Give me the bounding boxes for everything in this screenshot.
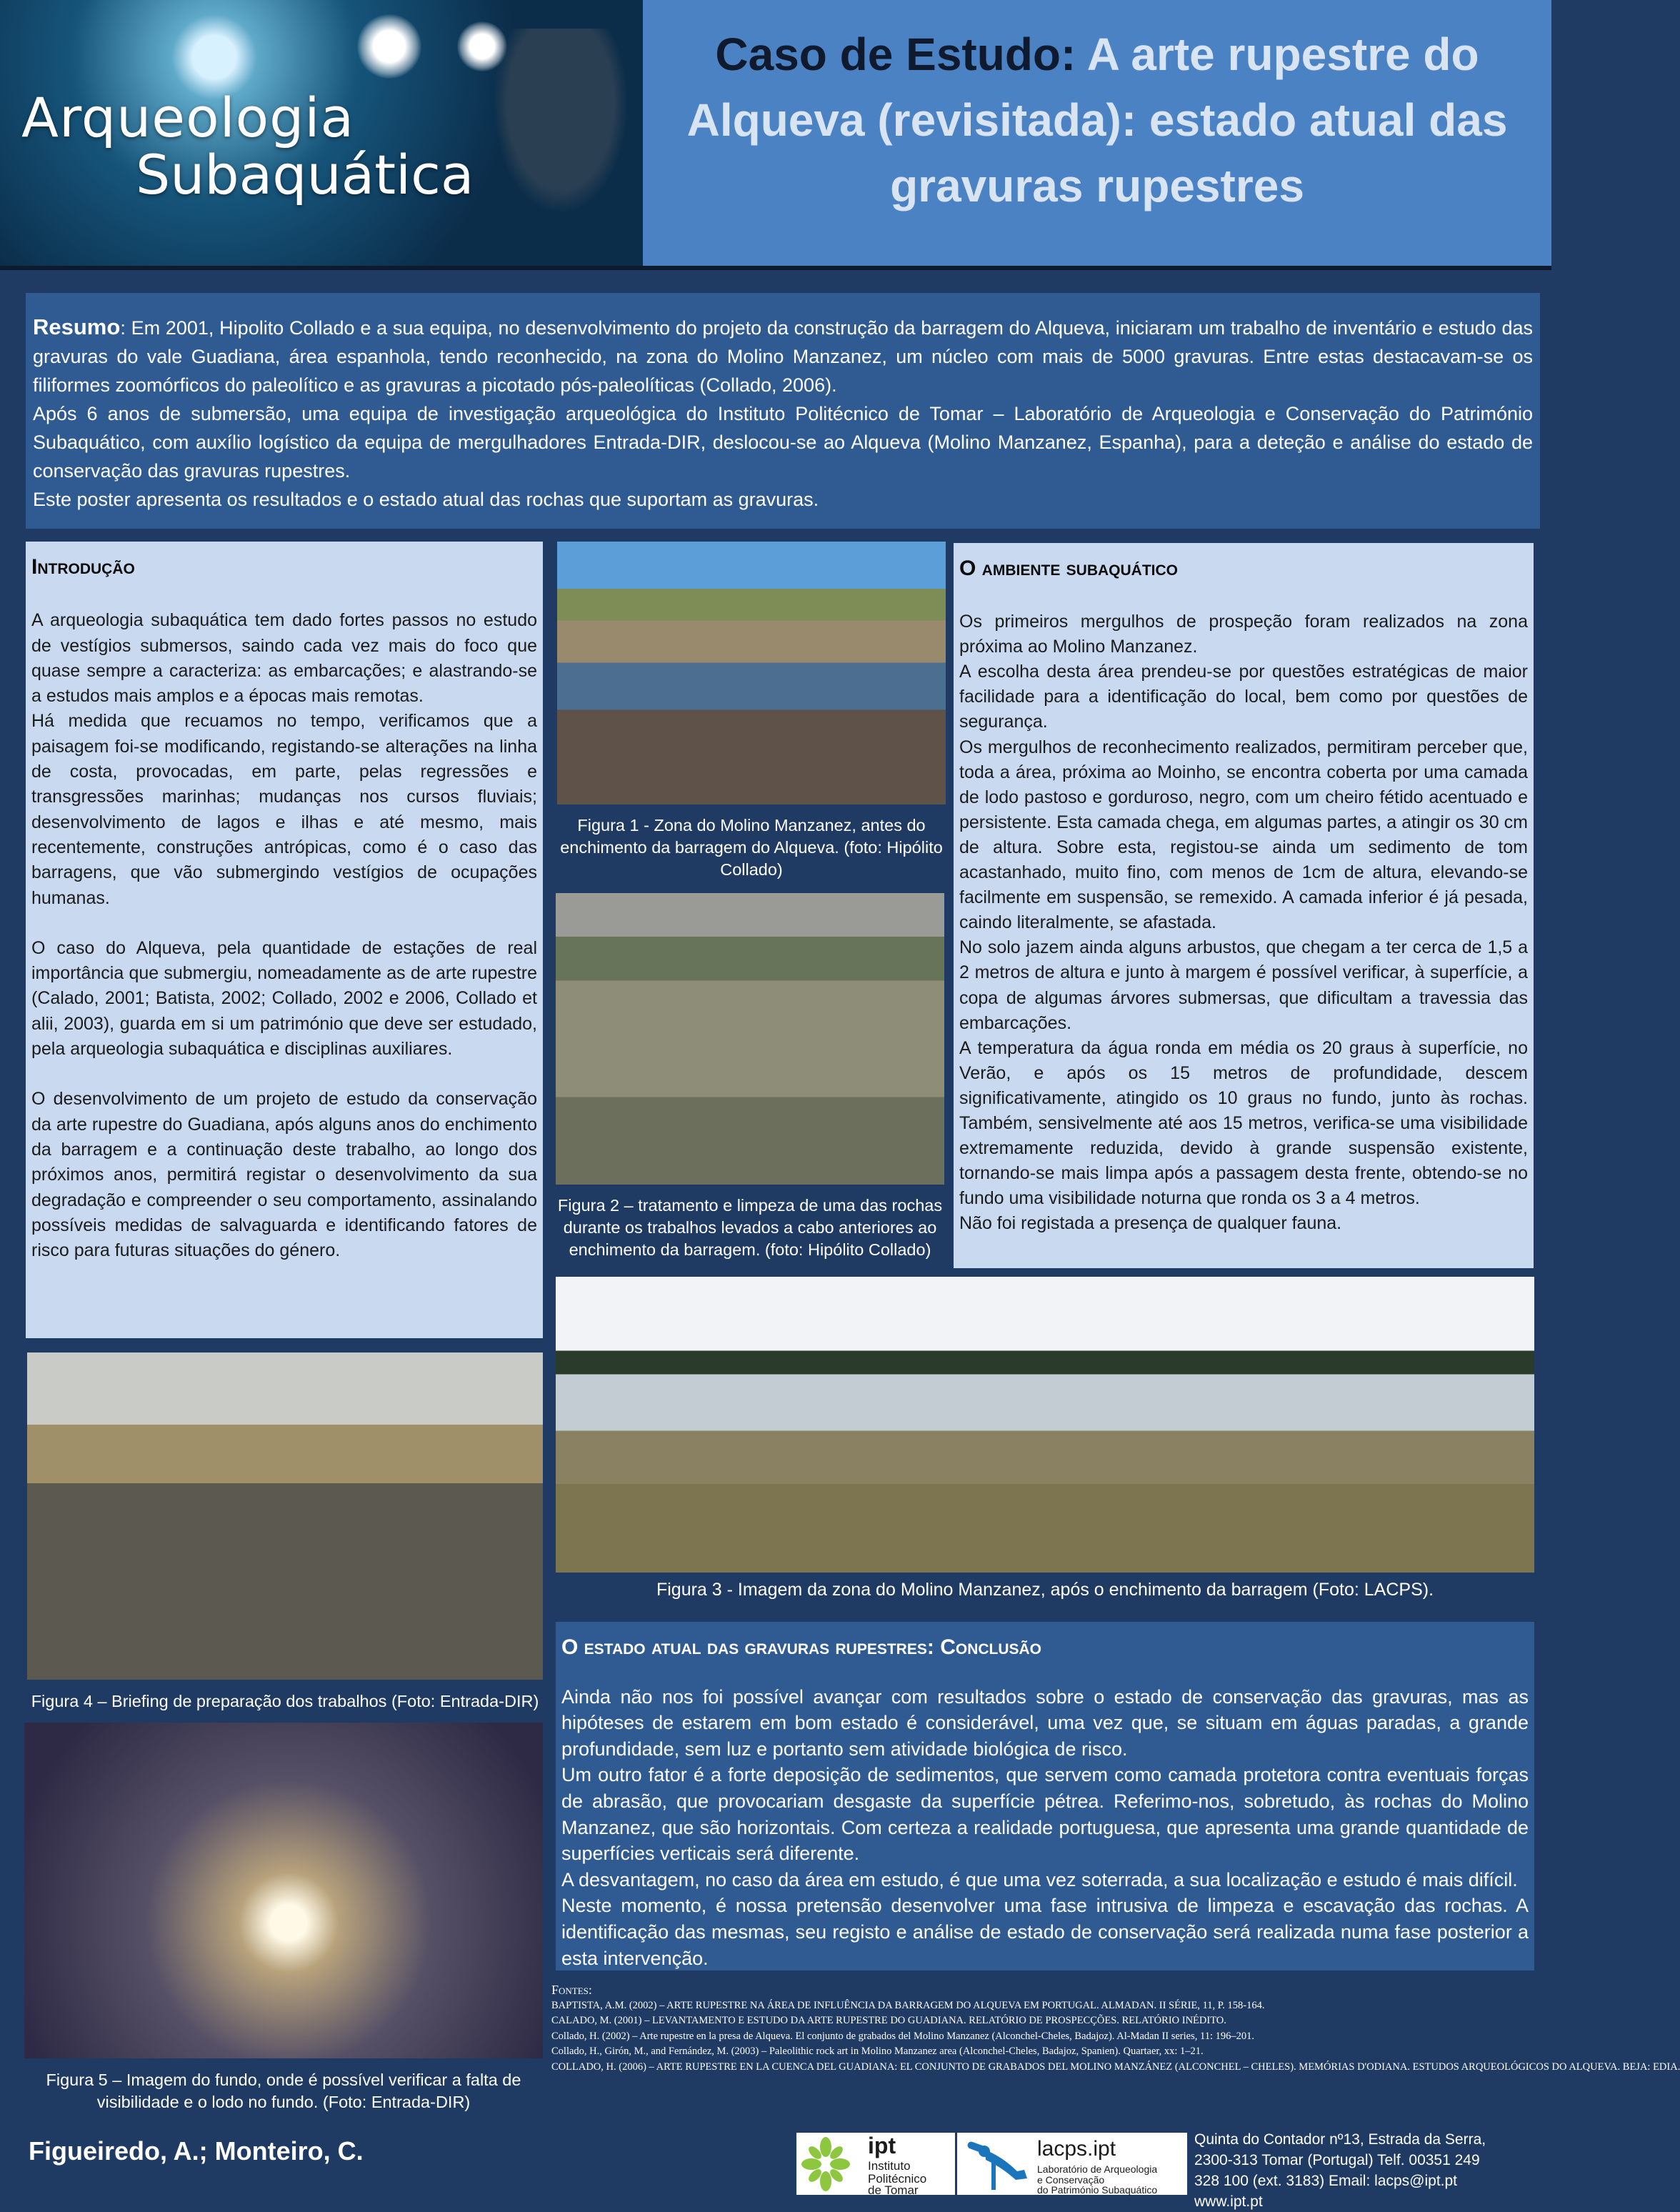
poster-title [679, 21, 1516, 219]
contact-line2: 2300-313 Tomar (Portugal) Telf. 00351 249 [1194, 2152, 1480, 2168]
lacps-name: lacps.ipt [1037, 2137, 1116, 2161]
ipt-line3: de Tomar [868, 2183, 919, 2197]
intro-p2: Há medida que recuamos no tempo, verificamos que a paisagem foi-se modificando, registando-se alterações na linha de costa, provocadas, em parte, pelas regressões e transgressões marinhas; mudanças nos cursos fluviais; desenvolvimento de lagos e ilhas e até mesmo, mais recentemente, construções antrópicas, como é o caso das barragens, que vão submergindo vestígios de ocupações humanas. [31, 711, 537, 908]
figure-5-caption: Figura 5 – Imagem do fundo, onde é possível verificar a falta de visibilidade e o lodo no fundo. (Foto: Entrada-DIR) [46, 2071, 521, 2111]
summary-p1: : Em 2001, Hipolito Collado e a sua equipa, no desenvolvimento do projeto da construção da barragem do Alqueva, iniciaram um trabalho de inventário e estudo das gravuras do vale Guadiana, área espanhola, tendo reconhecido, na zona do Molino Manzanez, um núcleo com mais de 5000 gravuras. Entre estas destacavam-se os filiformes zoomórficos do paleolítico e as gravuras a picotado pós-paleolíticas (Collado, 2006). [33, 317, 1533, 396]
ipt-flower-icon [801, 2136, 851, 2193]
environment-p1: Os primeiros mergulhos de prospeção foram realizados na zona próxima ao Molino Manzanez. [959, 612, 1528, 657]
figure-4-caption: Figura 4 – Briefing de preparação dos trabalhos (Foto: Entrada-DIR) [31, 1692, 539, 1710]
contact-info [1194, 2129, 1544, 2210]
contact-website[interactable]: www.ipt.pt [1194, 2193, 1263, 2210]
sources-heading: Fontes: [551, 1983, 592, 1997]
figure-1-photo [557, 542, 946, 804]
environment-p5: A temperatura da água ronda em média os 20 graus à superfície, no Verão, e após os 15 metros de profundidade, descem significativamente, atingido os 10 graus no fundo, junto às rochas. Também, sensivelmente até aos 15 metros, verifica-se uma visibilidade extremamente reduzida, devido à grande suspensão existente, tornando-se mais limpa após a passagem desta frente, obtendo-se no fundo uma visibilidade noturna que ronda os 3 a 4 metros. [959, 1037, 1528, 1209]
ipt-line1: Instituto [868, 2159, 911, 2173]
conclusion-panel [556, 1622, 1534, 1971]
source-ref: COLLADO, H. (2006) – ARTE RUPESTRE EN LA CUENCA DEL GUADIANA: EL CONJUNTO DE GRABADOS DEL MOLINO MANZÁNEZ (ALCONCHEL – CHELES). MEMÓRIAS D'ODIANA. ESTUDOS ARQUEOLÓGICOS DO ALQUEVA. BEJA: EDIA. [551, 2061, 1680, 2073]
lacps-logo [957, 2133, 1187, 2195]
environment-p3: Os mergulhos de reconhecimento realizados, permitiram perceber que, toda a área, próxima ao Moinho, se encontra coberta por uma camada de lodo pastoso e gorduroso, negro, com um cheiro fétido acentuado e persistente. Esta camada chega, em algumas partes, a atingir os 30 cm de altura. Sobre esta, registou-se ainda um sedimento de tom acastanhado, muito fino, com menos de 1cm de altura, elevando-se facilmente em suspensão, se remexido. A camada inferior é já pesada, caindo literalmente, se afastada. [959, 737, 1528, 933]
intro-p1: A arqueologia subaquática tem dado fortes passos no estudo de vestígios submersos, saindo cada vez mais do foco que quase sempre a caracteriza: as embarcações; e alastrando-se a estudos mais amplos e a épocas mais remotas. [31, 610, 537, 707]
summary-label: Resumo [33, 314, 121, 339]
figure-4-photo [27, 1352, 543, 1680]
intro-p3: O caso do Alqueva, pela quantidade de estações de real importância que submergiu, nomeadamente as de arte rupestre (Calado, 2001; Batista, 2002; Collado, 2002 e 2006, Collado et alii, 2003), guarda em si um património que deve ser estudado, pela arqueologia subaquática e disciplinas auxiliares. [31, 937, 537, 1060]
environment-p6: Não foi registada a presença de qualquer fauna. [959, 1213, 1342, 1234]
environment-p4: No solo jazem ainda alguns arbustos, que chegam a ter cerca de 1,5 a 2 metros de altura e junto à margem é possível verificar, à superfície, a copa de algumas árvores submersas, que dificultam a travessia das embarcações. [959, 937, 1528, 1033]
source-ref: Collado, H., Girón, M., and Fernández, M. (2003) – Paleolithic rock art in Molino Manzanez area (Alconchel-Cheles, Badajoz, Spanien). Quartaer, xx: 1–21. [551, 2046, 1204, 2057]
conclusion-p2: Um outro fator é a forte deposição de sedimentos, que servem como camada protetora contra eventuais forças de abrasão, que provocariam desgaste da superfície pétrea. Referimo-nos, sobretudo, às rochas do Molino Manzanez, que são horizontais. Com certeza a realidade portuguesa, que apresenta uma grande quantidade de superfícies verticais será diferente. [561, 1764, 1529, 1865]
intro-p4: O desenvolvimento de um projeto de estudo da conservação da arte rupestre do Guadiana, após alguns anos do enchimento da barragem e a continuação deste trabalho, ao longo dos próximos anos, permitirá registar o desenvolvimento da sua degradação e compreender o seu comportamento, assinalando possíveis medidas de salvaguarda e identificando fatores de risco para futuras situações do género. [31, 1089, 537, 1261]
diver-icon [960, 2136, 1031, 2193]
source-ref: Collado, H. (2002) – Arte rupestre en la presa de Alqueva. El conjunto de grabados del Molino Manzanez (Alconchel-Cheles, Badajoz). Al-Madan II series, 11: 196–201. [551, 2030, 1254, 2042]
figure-3-caption: Figura 3 - Imagem da zona do Molino Manzanez, após o enchimento da barragem (Foto: LACPS). [656, 1580, 1434, 1600]
brand-line1: Arqueologia [21, 86, 355, 149]
intro-panel [26, 542, 543, 1338]
authors: Figueiredo, A.; Monteiro, C. [29, 2136, 364, 2166]
conclusion-p1: Ainda não nos foi possível avançar com resultados sobre o estado de conservação das gravuras, mas as hipóteses de estarem em bom estado é considerável, uma vez que, se situam em águas paradas, a grande profundidade, sem luz e portanto sem atividade biológica de risco. [561, 1685, 1529, 1760]
figure-1-caption: Figura 1 - Zona do Molino Manzanez, antes do enchimento da barragem do Alqueva. (foto: Hipólito Collado) [560, 816, 943, 879]
conclusion-p3: A desvantagem, no caso da área em estudo, é que uma vez soterrada, a sua localização e estudo é mais difícil. [561, 1868, 1518, 1890]
environment-heading: O ambiente subaquático [959, 557, 1179, 580]
ipt-logo [796, 2133, 955, 2195]
figure-2-photo [556, 893, 944, 1185]
contact-line1: Quinta do Contador nº13, Estrada da Serra, [1194, 2131, 1486, 2148]
figure-3-photo [556, 1277, 1534, 1573]
lacps-line2: e Conservação [1037, 2174, 1105, 2186]
environment-p2: A escolha desta área prendeu-se por questões estratégicas de maior facilidade para a identificação do local, bem como por questões de segurança. [959, 662, 1528, 732]
source-ref: CALADO, M. (2001) – LEVANTAMENTO E ESTUDO DA ARTE RUPESTRE DO GUADIANA. RELATÓRIO DE PROSPECÇÕES. RELATÓRIO INÉDITO. [551, 2015, 1226, 2026]
environment-panel [954, 543, 1534, 1268]
summary-p3: Este poster apresenta os resultados e o estado atual das rochas que suportam as gravuras. [33, 489, 819, 510]
source-ref: BAPTISTA, A.M. (2002) – ARTE RUPESTRE NA ÁREA DE INFLUÊNCIA DA BARRAGEM DO ALQUEVA EM PORTUGAL. ALMADAN. II SÉRIE, 11, P. 158-164. [551, 1999, 1265, 2011]
intro-heading: Introdução [31, 555, 135, 579]
figure-2-caption: Figura 2 – tratamento e limpeza de uma das rochas durante os trabalhos levados a cabo anteriores ao enchimento da barragem. (foto: Hipólito Collado) [557, 1196, 943, 1259]
lacps-line1: Laboratório de Arqueologia [1037, 2163, 1158, 2175]
conclusion-p4: Neste momento, é nossa pretensão desenvolver uma fase intrusiva de limpeza e escavação das rochas. A identificação das mesmas, seu registo e análise de estado de conservação será realizada numa fase posterior a esta intervenção. [561, 1895, 1529, 1969]
lacps-line3: do Património Subaquático [1037, 2184, 1158, 2196]
title-lead: Caso de Estudo: [715, 29, 1076, 80]
summary-panel [26, 293, 1540, 529]
title-rest: A arte rupestre do Alqueva (revisitada): estado atual das gravuras rupestres [686, 29, 1508, 211]
figure-5-photo [24, 1723, 543, 2058]
ipt-line2: Politécnico [868, 2172, 927, 2186]
contact-line3: 328 100 (ext. 3183) Email: lacps@ipt.pt [1194, 2173, 1458, 2189]
summary-p2: Após 6 anos de submersão, uma equipa de investigação arqueológica do Instituto Politécnico de Tomar – Laboratório de Arqueologia e Conservação do Património Subaquático, com auxílio logístico da equipa de mergulhadores Entrada-DIR, deslocou-se ao Alqueva (Molino Manzanez, Espanha), para a deteção e análise do estado de conservação das gravuras rupestres. [33, 403, 1533, 482]
conclusion-heading: O estado atual das gravuras rupestres: Conclusão [561, 1635, 1042, 1659]
brand-line2: Subaquática [136, 143, 474, 206]
header-divider [0, 266, 1551, 270]
ipt-short: ipt [868, 2133, 896, 2158]
sources-block [551, 1983, 1680, 2075]
